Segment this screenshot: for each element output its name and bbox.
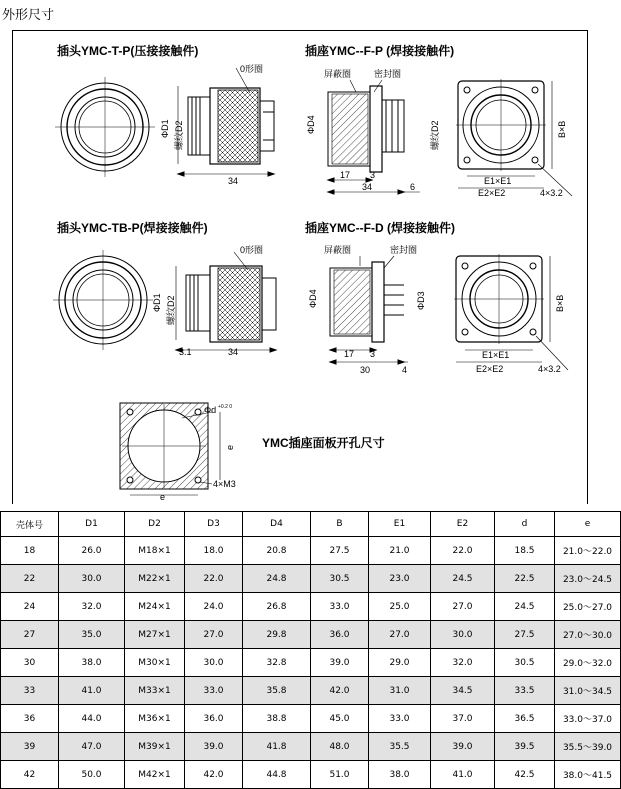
plug-p-oring-label: 0形圈 [240, 64, 264, 74]
table-cell: 18.5 [495, 537, 555, 565]
table-cell: 33.5 [495, 677, 555, 705]
socket-d-title: 插座YMC--F-D (焊接接触件) [305, 221, 455, 235]
socket-d-side-view [330, 256, 408, 364]
table-cell: 30.5 [495, 649, 555, 677]
table-cell: 32.8 [243, 649, 311, 677]
socket-d-dim30: 30 [360, 365, 371, 375]
socket-p-holes-label: 4×3.2 [540, 188, 563, 198]
table-row [1, 761, 621, 789]
panel-phid-label: Φd [204, 405, 217, 415]
table-cell: 24.5 [495, 593, 555, 621]
plug-p-drawing [55, 43, 274, 186]
header-cell: D4 [243, 512, 311, 537]
table-cell: 35.5 [369, 733, 431, 761]
socket-d-flange-view [454, 254, 568, 370]
socket-d-seal-label: 密封圈 [390, 245, 418, 255]
plug-tb-length-label: 34 [228, 347, 239, 357]
panel-tolerance-label: +0.2 0 [218, 404, 233, 410]
socket-p-drawing [305, 43, 572, 198]
header-cell: D3 [185, 512, 243, 537]
table-cell: 42.0 [311, 677, 369, 705]
table-cell: 39.0 [431, 733, 495, 761]
table-cell: 27.0 [185, 621, 243, 649]
header-cell: D1 [59, 512, 125, 537]
socket-d-e1-label: E1×E1 [482, 350, 510, 360]
table-cell: 33.0 [311, 593, 369, 621]
table-row [1, 733, 621, 761]
plug-p-length-label: 34 [228, 176, 239, 186]
header-cell: 壳体号 [1, 512, 59, 537]
table-cell: 38.0～41.5 [555, 761, 621, 789]
table-cell: M33×1 [125, 677, 185, 705]
table-cell: 26.0 [59, 537, 125, 565]
socket-p-flange-view [456, 79, 572, 196]
table-cell: M42×1 [125, 761, 185, 789]
table-cell: 26.8 [243, 593, 311, 621]
table-row [1, 621, 621, 649]
plug-tb-end-view [53, 250, 153, 350]
panel-cutout-shape [120, 403, 220, 495]
table-cell: 29.0 [369, 649, 431, 677]
table-cell: 33 [1, 677, 59, 705]
table-cell: 18.0 [185, 537, 243, 565]
plug-tb-d1-label: ΦD1 [152, 293, 162, 312]
socket-d-bb-label: B×B [555, 294, 565, 312]
table-cell: 20.8 [243, 537, 311, 565]
plug-tb-side-view [176, 252, 276, 352]
table-cell: 36.5 [495, 705, 555, 733]
table-row [1, 565, 621, 593]
plug-tb-drawing [53, 220, 276, 357]
table-cell: 38.0 [59, 649, 125, 677]
table-cell: 44.8 [243, 761, 311, 789]
table-cell: 35.0 [59, 621, 125, 649]
table-cell: M22×1 [125, 565, 185, 593]
table-cell: 24.8 [243, 565, 311, 593]
table-cell: 22.0 [185, 565, 243, 593]
table-cell: 47.0 [59, 733, 125, 761]
header-cell: E1 [369, 512, 431, 537]
socket-p-e1-label: E1×E1 [484, 176, 512, 186]
table-cell: M27×1 [125, 621, 185, 649]
panel-e-horizontal-label: e [160, 492, 166, 502]
socket-d-holes-label: 4×3.2 [538, 364, 561, 374]
table-cell: 36.0 [311, 621, 369, 649]
table-cell: 24.0 [185, 593, 243, 621]
plug-p-d1-label: ΦD1 [160, 119, 170, 138]
table-cell: 23.0 [369, 565, 431, 593]
socket-d-dim3: 3 [370, 349, 376, 359]
table-cell: 24 [1, 593, 59, 621]
table-cell: 32.0 [431, 649, 495, 677]
table-cell: 31.0 [369, 677, 431, 705]
header-cell: E2 [431, 512, 495, 537]
table-row [1, 705, 621, 733]
socket-p-dim6: 6 [410, 182, 416, 192]
table-cell: 33.0 [369, 705, 431, 733]
socket-p-bb-label: B×B [557, 120, 567, 138]
table-cell: M39×1 [125, 733, 185, 761]
table-cell: 18 [1, 537, 59, 565]
table-cell: 25.0 [369, 593, 431, 621]
socket-d-shield-label: 屏蔽圈 [324, 245, 352, 255]
panel-cutout-drawing [120, 403, 385, 502]
table-cell: 30.0 [59, 565, 125, 593]
table-cell: 27.5 [495, 621, 555, 649]
socket-d-d4-label: ΦD4 [308, 289, 318, 308]
table-cell: M30×1 [125, 649, 185, 677]
table-cell: 22.0 [431, 537, 495, 565]
table-cell: 34.5 [431, 677, 495, 705]
socket-p-d4-label: ΦD4 [306, 115, 316, 134]
table-cell: 39.0 [185, 733, 243, 761]
table-cell: 42.5 [495, 761, 555, 789]
socket-p-dim17: 17 [340, 170, 351, 180]
header-cell: B [311, 512, 369, 537]
table-header-row [1, 512, 621, 537]
table-cell: 38.8 [243, 705, 311, 733]
header-cell: e [555, 512, 621, 537]
socket-p-dim34: 34 [362, 182, 373, 192]
page-title: 外形尺寸 [2, 8, 55, 23]
plug-tb-d2-label: 螺纹D2 [166, 295, 176, 325]
table-cell: 27.0 [431, 593, 495, 621]
socket-p-dim3: 3 [370, 170, 376, 180]
table-cell: 41.8 [243, 733, 311, 761]
table-cell: 29.8 [243, 621, 311, 649]
socket-p-shield-label: 屏蔽圈 [324, 69, 352, 79]
table-cell: 30.5 [311, 565, 369, 593]
table-cell: 35.8 [243, 677, 311, 705]
socket-p-e2-label: E2×E2 [478, 188, 506, 198]
dimension-table [0, 511, 621, 789]
socket-p-title: 插座YMC--F-P (焊接接触件) [305, 44, 455, 58]
socket-p-seal-label: 密封圈 [374, 69, 402, 79]
table-cell: 21.0～22.0 [555, 537, 621, 565]
table-cell: 25.0～27.0 [555, 593, 621, 621]
table-cell: M18×1 [125, 537, 185, 565]
table-cell: 44.0 [59, 705, 125, 733]
socket-d-dim17: 17 [344, 349, 355, 359]
table-cell: 41.0 [431, 761, 495, 789]
table-cell: 42.0 [185, 761, 243, 789]
table-cell: 42 [1, 761, 59, 789]
table-cell: 24.5 [431, 565, 495, 593]
table-cell: 27 [1, 621, 59, 649]
table-cell: 22.5 [495, 565, 555, 593]
table-cell: M36×1 [125, 705, 185, 733]
table-row [1, 537, 621, 565]
plug-p-side-view [178, 68, 274, 176]
table-cell: 30 [1, 649, 59, 677]
table-cell: 33.0～37.0 [555, 705, 621, 733]
table-cell: 36.0 [185, 705, 243, 733]
table-cell: 33.0 [185, 677, 243, 705]
plug-tb-oring-label: 0形圈 [240, 245, 264, 255]
plug-tb-dim31: 3.1 [179, 347, 192, 357]
panel-e-vertical-label: e [225, 444, 235, 450]
plug-p-d2-label: 螺纹D2 [174, 120, 184, 150]
table-cell: 38.0 [369, 761, 431, 789]
socket-d-drawing [305, 220, 568, 375]
header-cell: D2 [125, 512, 185, 537]
plug-tb-title: 插头YMC-TB-P(焊接接触件) [57, 221, 208, 235]
table-cell: 32.0 [59, 593, 125, 621]
table-cell: 39 [1, 733, 59, 761]
table-cell: 39.0 [311, 649, 369, 677]
table-cell: M24×1 [125, 593, 185, 621]
table-cell: 30.0 [431, 621, 495, 649]
table-row [1, 593, 621, 621]
table-cell: 50.0 [59, 761, 125, 789]
socket-d-e2-label: E2×E2 [476, 364, 504, 374]
socket-d-dim4: 4 [402, 365, 408, 375]
table-cell: 51.0 [311, 761, 369, 789]
table-row [1, 677, 621, 705]
panel-holes-label: 4×M3 [213, 479, 236, 489]
socket-p-d2-label: 螺纹D2 [430, 120, 440, 150]
table-cell: 30.0 [185, 649, 243, 677]
plug-p-title: 插头YMC-T-P(压接接触件) [57, 44, 199, 58]
table-row [1, 649, 621, 677]
table-cell: 21.0 [369, 537, 431, 565]
table-cell: 27.5 [311, 537, 369, 565]
plug-p-end-view [55, 77, 155, 177]
table-cell: 48.0 [311, 733, 369, 761]
table-cell: 27.0 [369, 621, 431, 649]
table-cell: 39.5 [495, 733, 555, 761]
header-cell: d [495, 512, 555, 537]
panel-title: YMC插座面板开孔尺寸 [262, 436, 385, 450]
table-cell: 37.0 [431, 705, 495, 733]
table-cell: 22 [1, 565, 59, 593]
table-cell: 23.0～24.5 [555, 565, 621, 593]
table-cell: 45.0 [311, 705, 369, 733]
table-cell: 27.0～30.0 [555, 621, 621, 649]
table-cell: 36 [1, 705, 59, 733]
socket-d-d3-label: ΦD3 [416, 291, 426, 310]
table-cell: 41.0 [59, 677, 125, 705]
table-cell: 31.0～34.5 [555, 677, 621, 705]
table-cell: 35.5～39.0 [555, 733, 621, 761]
table-cell: 29.0～32.0 [555, 649, 621, 677]
